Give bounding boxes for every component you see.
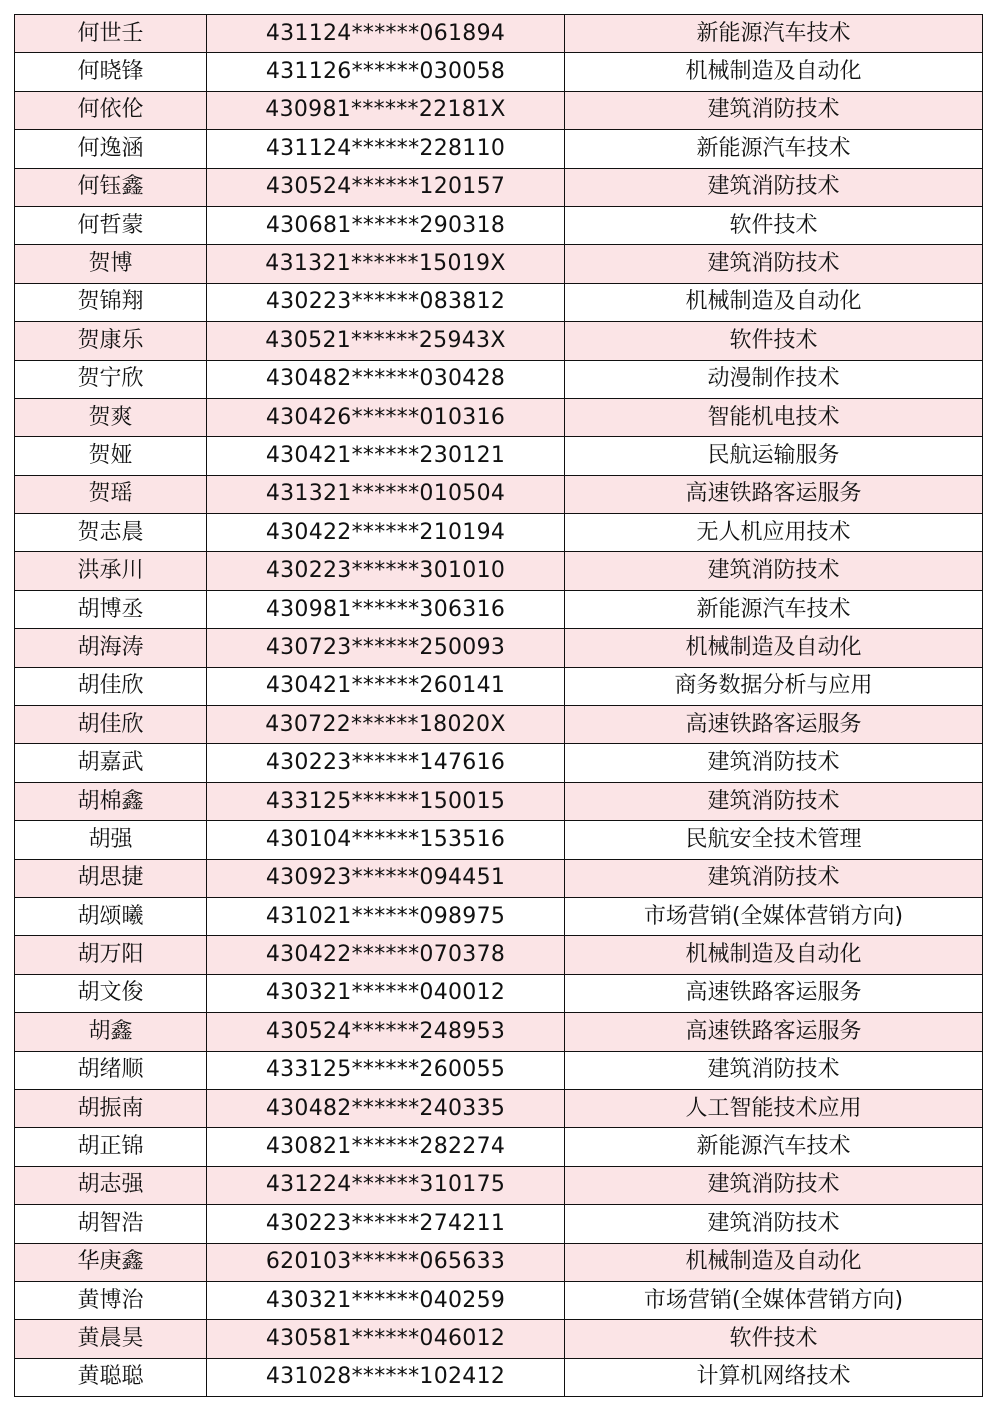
id-number-cell: 430104******153516 — [207, 821, 565, 859]
student-name-cell: 胡嘉武 — [15, 744, 207, 782]
table-row — [15, 897, 983, 935]
id-number-cell: 430681******290318 — [207, 206, 565, 244]
table-row — [15, 1281, 983, 1319]
table-row — [15, 475, 983, 513]
id-number-cell: 431321******010504 — [207, 475, 565, 513]
id-number-cell: 433125******150015 — [207, 782, 565, 820]
major-cell: 民航安全技术管理 — [565, 821, 983, 859]
table-row — [15, 821, 983, 859]
table-row — [15, 706, 983, 744]
table-row — [15, 552, 983, 590]
id-number-cell: 431321******15019X — [207, 245, 565, 283]
student-name-cell: 黄博治 — [15, 1281, 207, 1319]
major-cell: 软件技术 — [565, 1320, 983, 1358]
id-number-cell: 430482******240335 — [207, 1089, 565, 1127]
student-name-cell: 贺爽 — [15, 398, 207, 436]
table-row — [15, 590, 983, 628]
id-number-cell: 430524******248953 — [207, 1013, 565, 1051]
table-row — [15, 744, 983, 782]
student-name-cell: 贺瑶 — [15, 475, 207, 513]
table-row — [15, 782, 983, 820]
id-number-cell: 431021******098975 — [207, 897, 565, 935]
roster-body — [15, 15, 983, 1397]
student-name-cell: 贺志晨 — [15, 514, 207, 552]
student-name-cell: 华庚鑫 — [15, 1243, 207, 1281]
id-number-cell: 430482******030428 — [207, 360, 565, 398]
id-number-cell: 433125******260055 — [207, 1051, 565, 1089]
student-name-cell: 胡志强 — [15, 1166, 207, 1204]
student-name-cell: 胡智浩 — [15, 1205, 207, 1243]
table-row — [15, 514, 983, 552]
major-cell: 机械制造及自动化 — [565, 53, 983, 91]
id-number-cell: 431124******228110 — [207, 130, 565, 168]
table-row — [15, 1051, 983, 1089]
table-row — [15, 398, 983, 436]
student-name-cell: 黄晨昊 — [15, 1320, 207, 1358]
id-number-cell: 430421******230121 — [207, 437, 565, 475]
major-cell: 机械制造及自动化 — [565, 283, 983, 321]
major-cell: 高速铁路客运服务 — [565, 706, 983, 744]
major-cell: 建筑消防技术 — [565, 744, 983, 782]
id-number-cell: 430422******070378 — [207, 936, 565, 974]
id-number-cell: 430421******260141 — [207, 667, 565, 705]
id-number-cell: 430321******040012 — [207, 974, 565, 1012]
student-name-cell: 贺博 — [15, 245, 207, 283]
student-name-cell: 胡颂曦 — [15, 897, 207, 935]
major-cell: 智能机电技术 — [565, 398, 983, 436]
id-number-cell: 430821******282274 — [207, 1128, 565, 1166]
student-name-cell: 何晓锋 — [15, 53, 207, 91]
table-row — [15, 936, 983, 974]
major-cell: 建筑消防技术 — [565, 1051, 983, 1089]
table-row — [15, 360, 983, 398]
major-cell: 建筑消防技术 — [565, 782, 983, 820]
id-number-cell: 430581******046012 — [207, 1320, 565, 1358]
table-row — [15, 667, 983, 705]
table-row — [15, 130, 983, 168]
student-name-cell: 何钰鑫 — [15, 168, 207, 206]
id-number-cell: 430426******010316 — [207, 398, 565, 436]
major-cell: 建筑消防技术 — [565, 552, 983, 590]
id-number-cell: 430923******094451 — [207, 859, 565, 897]
table-row — [15, 1358, 983, 1396]
major-cell: 建筑消防技术 — [565, 168, 983, 206]
id-number-cell: 430722******18020X — [207, 706, 565, 744]
major-cell: 建筑消防技术 — [565, 1166, 983, 1204]
major-cell: 高速铁路客运服务 — [565, 475, 983, 513]
table-row — [15, 974, 983, 1012]
id-number-cell: 430981******306316 — [207, 590, 565, 628]
table-row — [15, 859, 983, 897]
id-number-cell: 430223******274211 — [207, 1205, 565, 1243]
id-number-cell: 431124******061894 — [207, 15, 565, 53]
major-cell: 新能源汽车技术 — [565, 1128, 983, 1166]
major-cell: 机械制造及自动化 — [565, 629, 983, 667]
id-number-cell: 430422******210194 — [207, 514, 565, 552]
student-name-cell: 胡强 — [15, 821, 207, 859]
student-name-cell: 胡海涛 — [15, 629, 207, 667]
table-row — [15, 245, 983, 283]
major-cell: 无人机应用技术 — [565, 514, 983, 552]
table-row — [15, 15, 983, 53]
major-cell: 建筑消防技术 — [565, 245, 983, 283]
student-name-cell: 胡绪顺 — [15, 1051, 207, 1089]
student-name-cell: 黄聪聪 — [15, 1358, 207, 1396]
id-number-cell: 430524******120157 — [207, 168, 565, 206]
roster-sheet — [14, 14, 982, 1397]
major-cell: 商务数据分析与应用 — [565, 667, 983, 705]
id-number-cell: 430223******083812 — [207, 283, 565, 321]
major-cell: 市场营销(全媒体营销方向) — [565, 897, 983, 935]
id-number-cell: 431126******030058 — [207, 53, 565, 91]
student-name-cell: 何逸涵 — [15, 130, 207, 168]
major-cell: 机械制造及自动化 — [565, 936, 983, 974]
id-number-cell: 430321******040259 — [207, 1281, 565, 1319]
student-name-cell: 胡棉鑫 — [15, 782, 207, 820]
table-row — [15, 53, 983, 91]
table-row — [15, 322, 983, 360]
student-name-cell: 胡思捷 — [15, 859, 207, 897]
student-name-cell: 胡万阳 — [15, 936, 207, 974]
major-cell: 软件技术 — [565, 206, 983, 244]
major-cell: 计算机网络技术 — [565, 1358, 983, 1396]
table-row — [15, 437, 983, 475]
id-number-cell: 431028******102412 — [207, 1358, 565, 1396]
student-name-cell: 胡佳欣 — [15, 706, 207, 744]
student-name-cell: 洪承川 — [15, 552, 207, 590]
major-cell: 新能源汽车技术 — [565, 15, 983, 53]
major-cell: 人工智能技术应用 — [565, 1089, 983, 1127]
table-row — [15, 1205, 983, 1243]
student-name-cell: 贺锦翔 — [15, 283, 207, 321]
major-cell: 建筑消防技术 — [565, 1205, 983, 1243]
major-cell: 机械制造及自动化 — [565, 1243, 983, 1281]
id-number-cell: 620103******065633 — [207, 1243, 565, 1281]
id-number-cell: 430223******147616 — [207, 744, 565, 782]
student-name-cell: 胡正锦 — [15, 1128, 207, 1166]
major-cell: 市场营销(全媒体营销方向) — [565, 1281, 983, 1319]
table-row — [15, 91, 983, 129]
id-number-cell: 430723******250093 — [207, 629, 565, 667]
major-cell: 新能源汽车技术 — [565, 130, 983, 168]
id-number-cell: 430223******301010 — [207, 552, 565, 590]
table-row — [15, 1089, 983, 1127]
major-cell: 动漫制作技术 — [565, 360, 983, 398]
major-cell: 软件技术 — [565, 322, 983, 360]
student-name-cell: 何世壬 — [15, 15, 207, 53]
table-row — [15, 629, 983, 667]
table-row — [15, 283, 983, 321]
table-row — [15, 206, 983, 244]
major-cell: 高速铁路客运服务 — [565, 974, 983, 1012]
student-name-cell: 贺娅 — [15, 437, 207, 475]
student-name-cell: 何哲蒙 — [15, 206, 207, 244]
student-name-cell: 贺宁欣 — [15, 360, 207, 398]
table-row — [15, 1166, 983, 1204]
table-row — [15, 1128, 983, 1166]
student-name-cell: 何依伦 — [15, 91, 207, 129]
major-cell: 高速铁路客运服务 — [565, 1013, 983, 1051]
major-cell: 建筑消防技术 — [565, 859, 983, 897]
student-name-cell: 胡鑫 — [15, 1013, 207, 1051]
table-row — [15, 168, 983, 206]
major-cell: 新能源汽车技术 — [565, 590, 983, 628]
id-number-cell: 430981******22181X — [207, 91, 565, 129]
major-cell: 民航运输服务 — [565, 437, 983, 475]
id-number-cell: 431224******310175 — [207, 1166, 565, 1204]
table-row — [15, 1013, 983, 1051]
student-name-cell: 贺康乐 — [15, 322, 207, 360]
major-cell: 建筑消防技术 — [565, 91, 983, 129]
student-name-cell: 胡佳欣 — [15, 667, 207, 705]
table-row — [15, 1320, 983, 1358]
student-name-cell: 胡文俊 — [15, 974, 207, 1012]
student-roster-table — [14, 14, 983, 1397]
id-number-cell: 430521******25943X — [207, 322, 565, 360]
student-name-cell: 胡振南 — [15, 1089, 207, 1127]
table-row — [15, 1243, 983, 1281]
student-name-cell: 胡博丞 — [15, 590, 207, 628]
